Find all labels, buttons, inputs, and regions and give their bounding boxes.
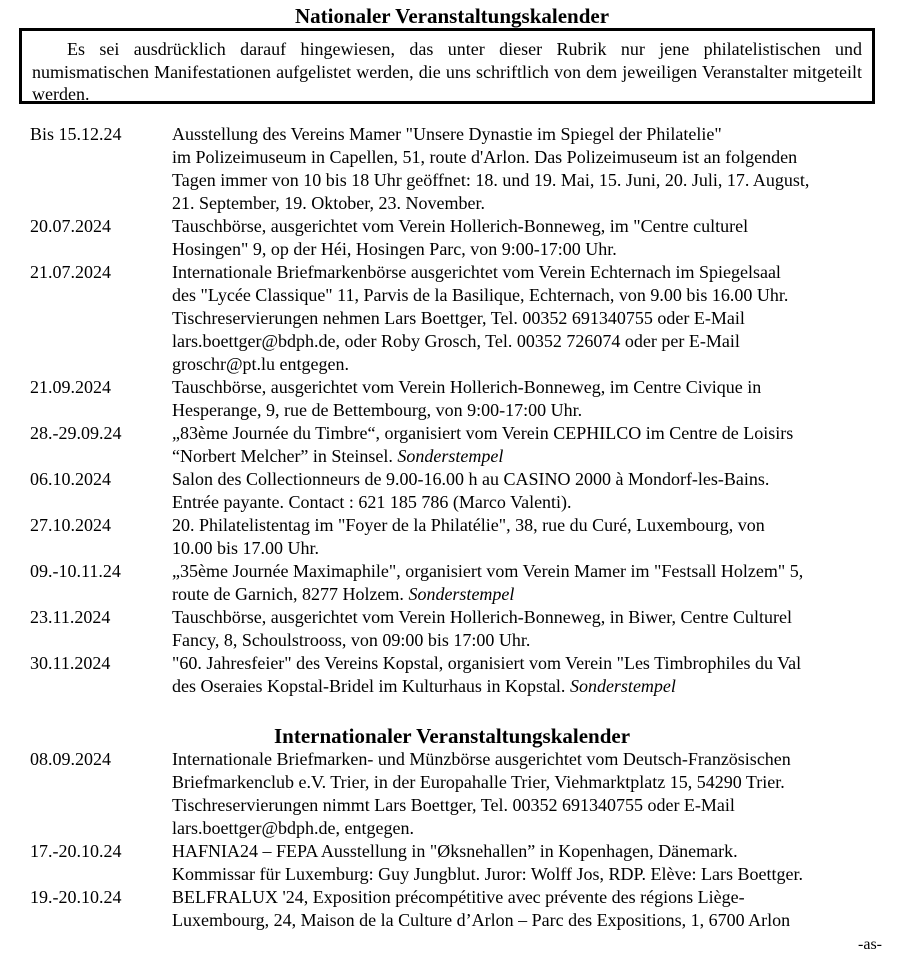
special-postmark-note: Sonderstempel (569, 676, 676, 696)
event-line: „83ème Journée du Timbre“, organisiert vom Verein CEPHILCO im Centre de Loisirs (172, 423, 794, 443)
special-postmark-note: Sonderstempel (408, 584, 515, 604)
international-title: Internationaler Veranstaltungskalender (273, 724, 631, 748)
notice-box: Es sei ausdrücklich darauf hingewiesen, das unter dieser Rubrik nur jene philatelistischen und numismatischen Manifestationen aufgelistet werden, die uns schriftlich von dem jeweiligen Veranstalter mitgeteilt werden. (19, 28, 875, 104)
event-line: Tagen immer von 10 bis 18 Uhr geöffnet: 18. und 19. Mai, 15. Juni, 20. Juli, 17. August, (172, 170, 810, 190)
event-line: “Norbert Melcher” in Steinsel. Sonderstempel (172, 446, 504, 466)
event-row (0, 422, 904, 468)
event-line: Salon des Collectionneurs de 9.00-16.00 h au CASINO 2000 à Mondorf-les-Bains. (172, 469, 770, 489)
event-line: Luxembourg, 24, Maison de la Culture d’Arlon – Parc des Expositions, 1, 6700 Arlon (172, 910, 791, 930)
event-description (172, 748, 884, 840)
event-row (0, 215, 904, 261)
event-row (0, 840, 904, 886)
event-line: im Polizeimuseum in Capellen, 51, route d'Arlon. Das Polizeimuseum ist an folgenden (172, 147, 798, 167)
event-description (172, 886, 884, 932)
event-line: Internationale Briefmarkenbörse ausgerichtet vom Verein Echternach im Spiegelsaal (172, 262, 781, 282)
event-row (0, 261, 904, 376)
event-line: Tischreservierungen nimmt Lars Boettger, Tel. 00352 691340755 oder E-Mail (172, 795, 735, 815)
event-line: Briefmarkenclub e.V. Trier, in der Europahalle Trier, Viehmarktplatz 15, 54290 Trier. (172, 772, 785, 792)
event-line: des "Lycée Classique" 11, Parvis de la Basilique, Echternach, von 9.00 bis 16.00 Uhr. (172, 285, 789, 305)
event-row (0, 376, 904, 422)
international-event-list (0, 748, 904, 932)
event-line: lars.boettger@bdph.de, entgegen. (172, 818, 414, 838)
event-line: "60. Jahresfeier" des Vereins Kopstal, organisiert vom Verein "Les Timbrophiles du Val (172, 653, 802, 673)
event-line: Tischreservierungen nehmen Lars Boettger, Tel. 00352 691340755 oder E-Mail (172, 308, 745, 328)
event-date: 23.11.2024 (30, 607, 111, 627)
event-line: Internationale Briefmarken- und Münzbörse ausgerichtet vom Deutsch-Französischen (172, 749, 791, 769)
event-description (172, 123, 884, 215)
event-date: 28.-29.09.24 (30, 423, 122, 443)
event-line: „35ème Journée Maximaphile", organisiert vom Verein Mamer im "Festsall Holzem" 5, (172, 561, 804, 581)
event-date: 08.09.2024 (30, 749, 111, 769)
event-date: 21.09.2024 (30, 377, 111, 397)
event-date: 19.-20.10.24 (30, 887, 122, 907)
event-line: groschr@pt.lu entgegen. (172, 354, 350, 374)
event-row (0, 123, 904, 215)
event-line: 20. Philatelistentag im "Foyer de la Philatélie", 38, rue du Curé, Luxembourg, von (172, 515, 765, 535)
event-description (172, 215, 884, 261)
event-line: HAFNIA24 – FEPA Ausstellung in "Øksnehallen” in Kopenhagen, Dänemark. (172, 841, 738, 861)
event-line: Tauschbörse, ausgerichtet vom Verein Hollerich-Bonneweg, im "Centre culturel (172, 216, 749, 236)
event-date: 30.11.2024 (30, 653, 111, 673)
event-line: Hosingen" 9, op der Héi, Hosingen Parc, von 9:00-17:00 Uhr. (172, 239, 617, 259)
event-date: 27.10.2024 (30, 515, 111, 535)
special-postmark-note: Sonderstempel (397, 446, 504, 466)
event-line: Kommissar für Luxemburg: Guy Jungblut. Juror: Wolff Jos, RDP. Elève: Lars Boettger. (172, 864, 804, 884)
event-line: 21. September, 19. Oktober, 23. November. (172, 193, 485, 213)
event-row (0, 468, 904, 514)
event-date: 06.10.2024 (30, 469, 111, 489)
event-line: Tauschbörse, ausgerichtet vom Verein Hollerich-Bonneweg, im Centre Civique in (172, 377, 762, 397)
event-row (0, 514, 904, 560)
event-line: Tauschbörse, ausgerichtet vom Verein Hollerich-Bonneweg, in Biwer, Centre Culturel (172, 607, 793, 627)
event-description (172, 261, 884, 376)
event-description (172, 560, 884, 606)
event-line: des Oseraies Kopstal-Bridel im Kulturhaus in Kopstal. Sonderstempel (172, 676, 676, 696)
event-description (172, 422, 884, 468)
event-date: 21.07.2024 (30, 262, 111, 282)
event-date: 09.-10.11.24 (30, 561, 121, 581)
event-line: BELFRALUX '24, Exposition précompétitive avec prévente des régions Liège- (172, 887, 745, 907)
event-description (172, 840, 884, 886)
event-row (0, 886, 904, 932)
national-title: Nationaler Veranstaltungskalender (294, 4, 610, 28)
event-line: Entrée payante. Contact : 621 185 786 (Marco Valenti). (172, 492, 572, 512)
event-date: 20.07.2024 (30, 216, 111, 236)
event-row (0, 748, 904, 840)
event-description (172, 376, 884, 422)
event-description (172, 652, 884, 698)
event-description (172, 606, 884, 652)
national-event-list (0, 123, 904, 698)
event-description (172, 468, 884, 514)
event-date: 17.-20.10.24 (30, 841, 122, 861)
event-line: Hesperange, 9, rue de Bettembourg, von 9:00-17:00 Uhr. (172, 400, 583, 420)
event-line: Fancy, 8, Schoulstrooss, von 09:00 bis 17:00 Uhr. (172, 630, 531, 650)
event-row (0, 606, 904, 652)
event-line: 10.00 bis 17.00 Uhr. (172, 538, 320, 558)
event-description (172, 514, 884, 560)
event-line: Ausstellung des Vereins Mamer "Unsere Dynastie im Spiegel der Philatelie" (172, 124, 722, 144)
event-row (0, 560, 904, 606)
event-date: Bis 15.12.24 (30, 124, 122, 144)
author-initials: -as- (858, 936, 882, 953)
event-line: lars.boettger@bdph.de, oder Roby Grosch, Tel. 00352 726074 oder per E-Mail (172, 331, 740, 351)
event-line: route de Garnich, 8277 Holzem. Sonderstempel (172, 584, 515, 604)
event-row (0, 652, 904, 698)
